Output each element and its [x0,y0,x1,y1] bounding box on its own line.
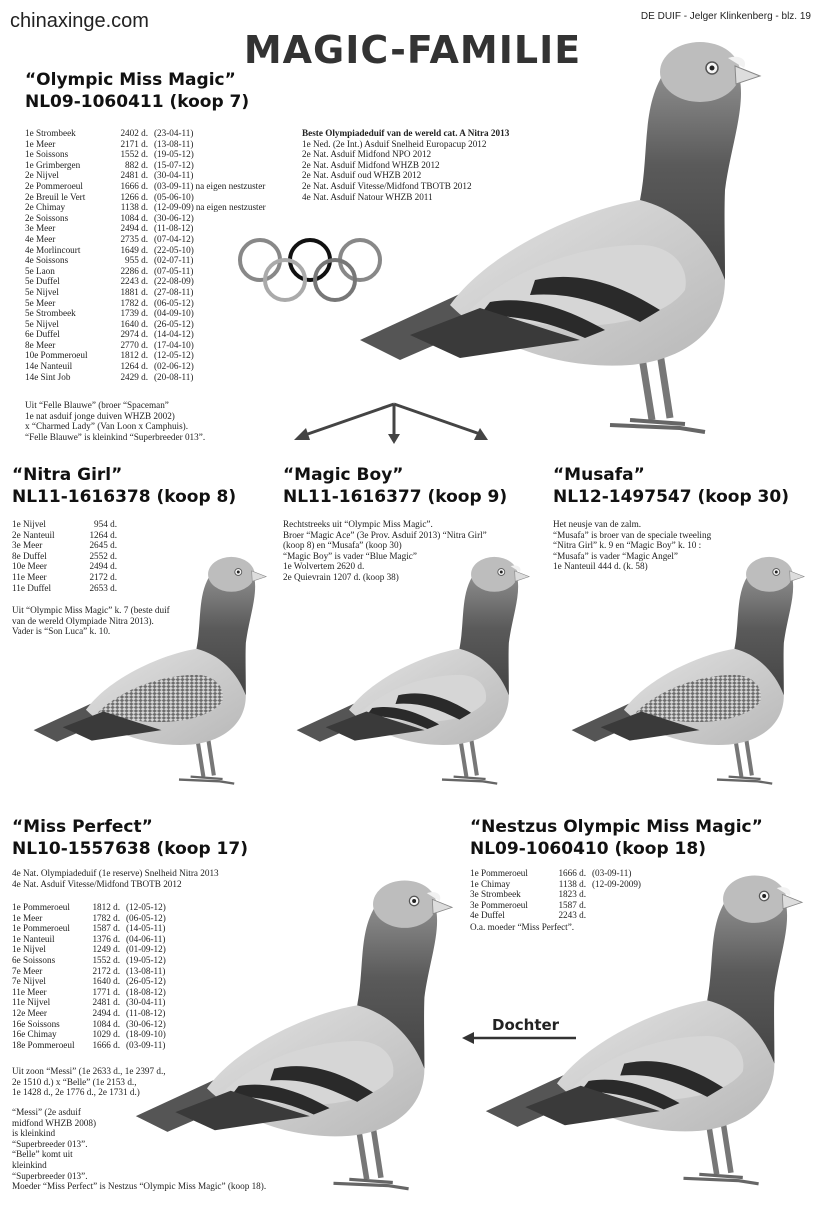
race-birds: 1552 d. [92,954,120,965]
descendant-arrows [290,400,500,445]
note-line: “Musafa” is broer van de speciale tweeling [553,529,712,540]
race-note [193,223,195,234]
race-place: 1e Chimay [470,878,511,889]
race-note [194,276,196,287]
race-place: 1e Nijvel [12,519,46,529]
race-place: 2e Nijvel [25,170,59,181]
race-date: (01-09-12) [126,944,166,955]
result-row [12,519,117,530]
race-birds: 1649 d. [120,244,148,255]
race-place: 5e Duffel [25,276,60,287]
race-note [194,319,196,330]
race-birds: 2494 d. [89,561,117,572]
note-line: “Superbreeder 013”. [12,1138,88,1149]
note-line: Uit “Olympic Miss Magic” k. 7 (beste duif [12,605,170,615]
race-birds: 1771 d. [92,986,120,997]
race-birds: 1138 d. [558,878,586,889]
main-bird-pedigree [25,400,205,442]
note-line: “Magic Boy” is vader “Blue Magic” [283,550,417,561]
nestzus-name: “Nestzus Olympic Miss Magic” [470,817,763,837]
note-line: O.a. moeder “Miss Perfect”. [470,922,575,932]
note-line: Moeder “Miss Perfect” is Nestzus “Olympic Miss Magic” (koop 18). [12,1181,267,1192]
race-place: 3e Pommeroeul [470,899,528,910]
result-row [25,372,266,383]
result-row [12,530,117,541]
magazine-header: DE DUIF - Jelger Klinkenberg - blz. 19 [640,11,811,22]
race-date: (26-05-12) [126,976,166,987]
result-row [25,298,266,309]
race-birds: 1823 d. [558,889,586,900]
race-note [193,170,195,181]
race-note [194,350,196,361]
race-date: (03-09-11) [126,1039,166,1050]
miss-perfect-pigeon-photo [120,872,460,1202]
result-row [25,308,266,319]
race-birds: 2653 d. [89,582,117,593]
race-place: 1e Soissons [25,149,69,160]
race-birds: 2481 d. [92,997,120,1008]
race-birds: 1782 d. [120,297,148,308]
result-row [25,181,266,192]
race-birds: 1812 d. [120,350,148,361]
race-date: (07-05-11) [154,265,194,276]
race-place: 2e Soissons [25,212,69,223]
race-date: (18-08-12) [126,986,166,997]
race-place: 6e Soissons [12,954,56,965]
race-place: 11e Duffel [12,582,52,593]
note-line: “Belle” komt uit [12,1149,73,1160]
race-note [194,234,196,245]
race-note [193,287,195,298]
race-birds: 1138 d. [120,202,148,213]
pedigree-line: “Felle Blauwe” is kleinkind “Superbreeder 013”. [25,431,206,442]
award-line: 2e Nat. Asduif oud WHZB 2012 [302,170,422,181]
race-birds: 1782 d. [92,912,120,923]
note-line: “Musafa” is vader “Magic Angel” [553,550,678,561]
race-birds: 1881 d. [120,286,148,297]
race-date: (19-05-12) [154,149,194,160]
race-place: 4e Morlincourt [25,244,81,255]
race-birds: 2974 d. [120,329,148,340]
race-date: (20-08-11) [154,371,194,382]
race-place: 10e Meer [12,561,47,572]
musafa-pigeon-photo [560,548,810,796]
note-line: kleinkind [12,1159,47,1170]
race-place: 3e Meer [12,540,43,551]
race-note: na eigen nestzuster [195,202,266,213]
race-place: 1e Pommeroeul [470,868,528,878]
pedigree-line: Uit zoon “Messi” (1e 2633 d., 1e 2397 d., [12,1066,166,1076]
race-place: 7e Nijvel [12,976,46,987]
race-birds: 1084 d. [92,1018,120,1029]
race-date: (06-05-12) [126,912,166,923]
race-birds: 2172 d. [92,965,120,976]
result-row [25,139,266,150]
race-date: (07-04-12) [154,233,194,244]
main-bird-name: “Olympic Miss Magic” [25,70,236,90]
award-line: 2e Nat. Asduif Midfond WHZB 2012 [302,159,440,170]
race-note [194,160,196,171]
race-place: 14e Nanteuil [25,361,73,372]
race-date: (11-08-12) [154,223,194,234]
race-date: (03-09-11) [154,180,194,191]
miss-perfect-name: “Miss Perfect” [12,817,153,837]
nitra-girl-ring: NL11-1616378 (koop 8) [12,487,237,507]
race-birds: 1587 d. [558,899,586,910]
race-place: 12e Meer [12,1007,47,1018]
race-date: (06-05-12) [154,297,194,308]
race-place: 18e Pommeroeul [12,1039,75,1050]
race-date: (04-09-10) [154,308,194,319]
result-row [25,245,266,256]
race-birds: 1812 d. [92,902,120,912]
main-pigeon-photo [340,40,770,440]
race-note [193,128,195,139]
race-date: (27-08-11) [154,286,194,297]
race-place: 4e Meer [25,233,56,244]
site-watermark: chinaxinge.com [10,10,149,32]
page-title: MAGIC-FAMILIE [243,28,582,72]
race-place: 14e Sint Job [25,371,71,382]
pedigree-line: Uit “Felle Blauwe” (broer “Spaceman” [25,400,169,410]
pedigree-line: 1e nat asduif jonge duiven WHZB 2002) [25,410,175,421]
race-place: 7e Meer [12,965,43,976]
race-birds: 2172 d. [89,571,117,582]
race-place: 11e Meer [12,571,47,582]
race-date: (13-08-11) [154,138,194,149]
award-line: 2e Nat. Asduif Midfond NPO 2012 [302,149,432,160]
race-birds: 2645 d. [89,540,117,551]
race-birds: 2770 d. [120,339,148,350]
pedigree-line: 2e 1510 d.) x “Belle” (1e 2153 d., [12,1076,137,1087]
race-birds: 955 d. [125,255,148,266]
result-row [25,149,266,160]
award-line: 2e Nat. Asduif Vitesse/Midfond TBOTB 2012 [302,180,472,191]
race-place: 5e Nijvel [25,318,59,329]
race-place: 16e Soissons [12,1018,60,1029]
race-birds: 1640 d. [120,318,148,329]
race-note [193,266,195,277]
award-line: 4e Nat. Asduif Vitesse/Midfond TBOTB 2012 [12,878,182,889]
race-date: (30-06-12) [126,1018,166,1029]
race-date: (12-09-2009) [592,878,641,889]
result-row [25,128,266,139]
race-note [194,329,196,340]
note-line: 2e Quievrain 1207 d. (koop 38) [283,571,399,582]
award-line: 4e Nat. Olympiadeduif (1e reserve) Snelheid Nitra 2013 [12,868,219,878]
race-birds: 1587 d. [92,923,120,934]
race-place: 8e Duffel [12,550,47,561]
race-place: 4e Duffel [470,910,505,921]
note-line: Vader is “Son Luca” k. 10. [12,626,111,637]
note-line: Rechtstreeks uit “Olympic Miss Magic”. [283,519,433,529]
result-row [25,160,266,171]
race-place: 11e Nijvel [12,997,51,1008]
race-place: 1e Nijvel [12,944,46,955]
race-date: (15-07-12) [154,159,194,170]
race-birds: 1666 d. [120,180,148,191]
race-date: (30-04-11) [126,997,166,1008]
race-place: 10e Pommeroeul [25,350,88,361]
race-place: 5e Nijvel [25,286,59,297]
note-line: “Superbreeder 013”. [12,1170,88,1181]
race-note [193,255,195,266]
race-date: (14-04-12) [154,329,194,340]
race-place: 8e Meer [25,339,56,350]
race-place: 3e Strombeek [470,889,521,900]
race-birds: 1264 d. [89,529,117,540]
award-line: 4e Nat. Asduif Natour WHZB 2011 [302,191,433,202]
awards-title: Beste Olympiadeduif van de wereld cat. A Nitra 2013 [302,128,510,138]
race-place: 2e Pommeroeul [25,180,83,191]
race-birds: 1666 d. [92,1039,120,1050]
race-date: (30-04-11) [154,170,194,181]
pedigree-line: 1e 1428 d., 2e 1776 d., 2e 1731 d.) [12,1087,140,1098]
dochter-arrow-icon [460,1030,580,1046]
result-row [25,350,266,361]
dochter-label: Dochter [492,1016,560,1034]
race-place: 2e Nanteuil [12,529,55,540]
race-place: 1e Meer [12,912,43,923]
race-date: (03-09-11) [592,868,632,878]
race-birds: 1640 d. [92,976,120,987]
note-line: is kleinkind [12,1128,56,1139]
race-note: na eigen nestzuster [195,180,266,191]
note-line: “Nitra Girl” k. 9 en “Magic Boy” k. 10 : [553,540,702,551]
result-row [25,223,266,234]
race-date: (26-05-12) [154,318,194,329]
nestzus-ring: NL09-1060410 (koop 18) [470,839,706,859]
magic-boy-name: “Magic Boy” [283,465,404,485]
note-line: van de wereld Olympiade Nitra 2013). [12,615,154,626]
race-date: (19-05-12) [126,954,166,965]
race-birds: 2481 d. [120,170,148,181]
result-row [25,361,266,372]
race-date: (02-07-11) [154,255,194,266]
race-place: 1e Strombeek [25,128,76,138]
magic-boy-ring: NL11-1616377 (koop 9) [283,487,508,507]
race-date: (17-04-10) [154,339,194,350]
result-row [25,276,266,287]
race-date: (02-06-12) [154,361,194,372]
race-birds: 1666 d. [558,868,586,878]
race-note [194,361,196,372]
result-row [25,202,266,213]
main-bird-ring: NL09-1060411 (koop 7) [25,92,250,112]
race-place: 1e Pommeroeul [12,902,70,912]
award-line: 1e Ned. (2e Int.) Asduif Snelheid Europacup 2012 [302,138,487,149]
race-date: (22-05-10) [154,244,194,255]
result-row [25,287,266,298]
race-date: (05-06-10) [154,191,194,202]
race-place: 5e Meer [25,297,56,308]
race-birds: 1266 d. [120,191,148,202]
musafa-ring: NL12-1497547 (koop 30) [553,487,789,507]
race-birds: 2494 d. [120,223,148,234]
race-birds: 1084 d. [120,212,148,223]
race-note [193,372,195,383]
race-date: (13-08-11) [126,965,166,976]
nitra-girl-name: “Nitra Girl” [12,465,123,485]
race-date: (12-05-12) [126,902,166,912]
race-place: 6e Duffel [25,329,60,340]
note-line: Het neusje van de zalm. [553,519,642,529]
race-place: 2e Breuil le Vert [25,191,86,202]
race-birds: 1249 d. [92,944,120,955]
race-birds: 954 d. [94,519,117,529]
race-place: 5e Laon [25,265,55,276]
race-birds: 1552 d. [120,149,148,160]
race-date: (11-08-12) [126,1007,166,1018]
race-note [193,139,195,150]
nitra-girl-pigeon-photo [22,548,272,796]
magic-boy-pigeon-photo [285,548,535,796]
race-birds: 1376 d. [92,933,120,944]
result-row [25,266,266,277]
result-row [25,170,266,181]
note-line: 1e Nanteuil 444 d. (k. 58) [553,561,648,572]
race-birds: 2286 d. [120,265,148,276]
race-date: (18-09-10) [126,1029,166,1040]
race-place: 16e Chimay [12,1029,57,1040]
note-line: Broer “Magic Ace” (3e Prov. Asduif 2013) “Nitra Girl” [283,529,487,540]
note-line: 1e Wolvertem 2620 d. [283,561,365,572]
race-place: 1e Meer [25,138,56,149]
race-place: 2e Chimay [25,202,66,213]
race-place: 5e Strombeek [25,308,76,319]
race-birds: 1739 d. [120,308,148,319]
race-birds: 2243 d. [120,276,148,287]
result-row [25,329,266,340]
miss-perfect-ring: NL10-1557638 (koop 17) [12,839,248,859]
race-birds: 2429 d. [120,371,148,382]
race-note [194,340,196,351]
race-birds: 2243 d. [558,910,586,921]
result-row [25,192,266,203]
race-date: (12-05-12) [154,350,194,361]
race-birds: 2171 d. [120,138,148,149]
race-date: (30-06-12) [154,212,194,223]
musafa-name: “Musafa” [553,465,645,485]
race-note [194,213,196,224]
race-date: (12-09-09) [154,202,194,213]
race-date: (23-04-11) [154,128,194,138]
race-birds: 2494 d. [92,1007,120,1018]
result-row [25,340,266,351]
race-birds: 1264 d. [120,361,148,372]
race-place: 3e Meer [25,223,56,234]
race-birds: 2735 d. [120,233,148,244]
race-note [194,192,196,203]
result-row [25,319,266,330]
race-birds: 882 d. [125,159,148,170]
race-place: 1e Nanteuil [12,933,55,944]
note-line: “Messi” (2e asduif [12,1107,81,1117]
race-date: (22-08-09) [154,276,194,287]
race-note [194,308,196,319]
race-note [194,245,196,256]
race-note [194,298,196,309]
race-place: 1e Grimbergen [25,159,81,170]
race-date: (04-06-11) [126,933,166,944]
race-birds: 2402 d. [120,128,148,138]
race-note [194,149,196,160]
result-row [25,213,266,224]
main-bird-results [25,128,266,382]
race-place: 11e Meer [12,986,47,997]
note-line: midfond WHZB 2008) [12,1117,97,1128]
race-place: 4e Soissons [25,255,69,266]
pedigree-line: x “Charmed Lady” (Van Loon x Camphuis). [25,421,189,432]
note-line: (koop 8) en “Musafa” (koop 30) [283,540,402,551]
race-birds: 1029 d. [92,1029,120,1040]
result-row [25,255,266,266]
race-birds: 2552 d. [89,550,117,561]
race-place: 1e Pommeroeul [12,923,70,934]
result-row [25,234,266,245]
race-date: (14-05-11) [126,923,166,934]
